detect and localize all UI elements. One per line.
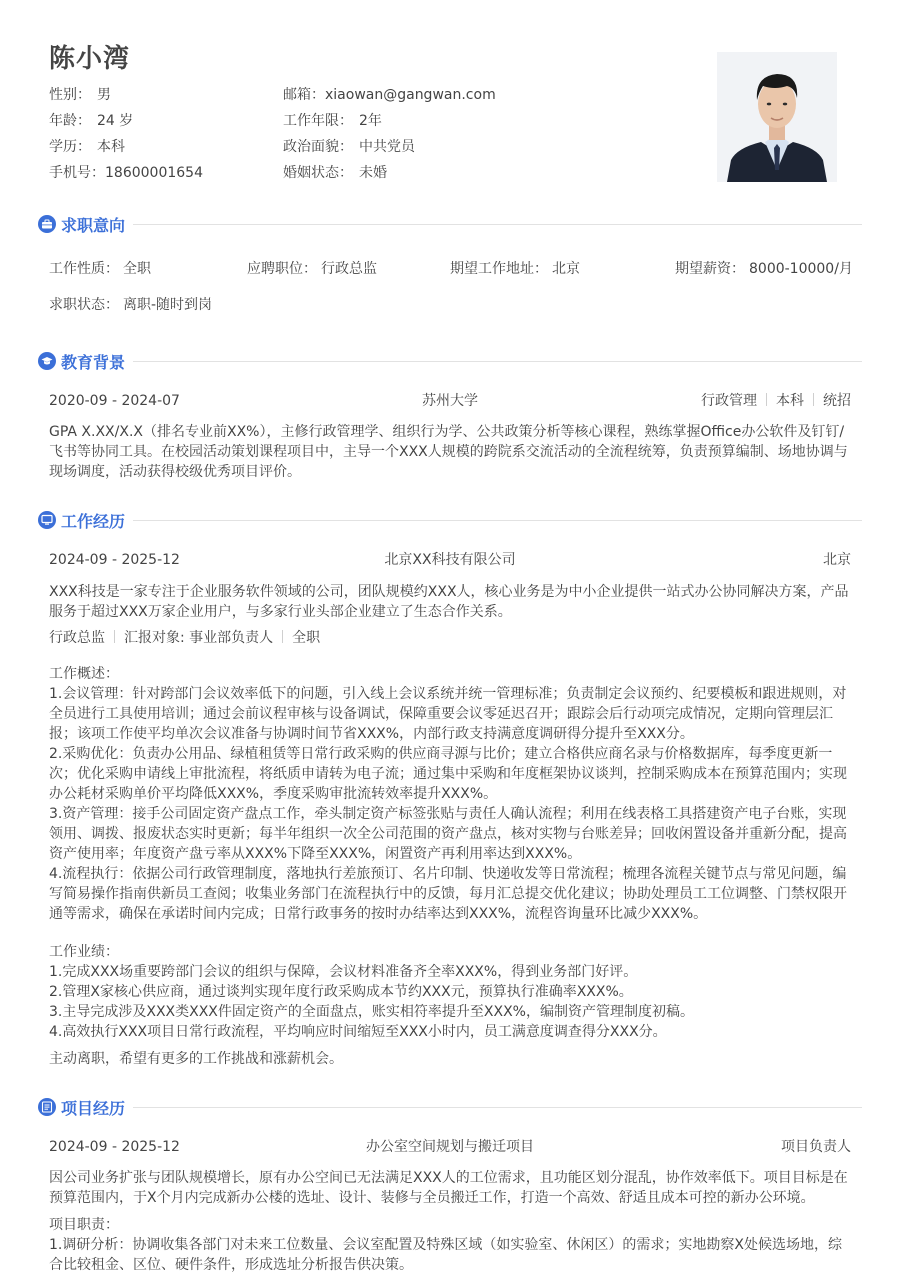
project-role: 项目负责人: [781, 1139, 851, 1155]
project-period: 2024-09 - 2025-12: [49, 1139, 180, 1155]
overview-item: 2.采购优化：负责办公用品、绿植租赁等日常行政采购的供应商寻源与比价；建立合格供应商名录与价格数据库，每季度更新一次；优化采购申请线上审批流程，将纸质申请转为电子流；通过集中采购和年度框架协议谈判，控制采购成本在预算范围内；实现办公耗材采购单价平均降低XXX%，季度采购审批流转效率提升XXX%。: [49, 746, 847, 802]
marital-row: [283, 163, 387, 183]
divider: [813, 393, 814, 406]
years-value: 2年: [359, 113, 382, 129]
edu-value: 本科: [97, 139, 125, 155]
achievement-item: 1.完成XXX场重要跨部门会议的组织与保障，会议材料准备齐全率XXX%，得到业务部门好评。: [49, 964, 638, 980]
section-title: 求职意向: [61, 216, 126, 235]
work-jobtype: 全职: [292, 630, 321, 646]
section-header-project: [38, 1095, 862, 1119]
section-divider: [133, 361, 862, 362]
email-label: 邮箱：: [283, 87, 325, 103]
edu-label: 学历：: [49, 139, 91, 155]
monitor-icon: [38, 511, 56, 529]
overview-item: 3.资产管理：接手公司固定资产盘点工作，牵头制定资产标签张贴与责任人确认流程；利用在线表格工具搭建资产电子台账，实现领用、调拨、报废状态实时更新；每半年组织一次全公司范围的资产盘点，核对实物与台账差异；回收闲置设备并重新分配，提高资产使用率；年度资产盘亏率从XXX%下降至XXX%，闲置资产再利用率达到XXX%。: [49, 806, 847, 862]
intent-salary-label: 期望薪资：: [675, 261, 745, 277]
achievements-label: 工作业绩：: [49, 944, 119, 960]
gender-row: [49, 85, 111, 105]
overview-item: 4.流程执行：依据公司行政管理制度，落地执行差旅预订、名片印制、快递收发等日常流程；梳理各流程关键节点与常见问题，编写简易操作指南供新员工查阅；收集业务部门在流程执行中的反馈，每月汇总提交优化建议；协助处理员工工位调整、门禁权限开通等需求，确保在承诺时间内完成；日常行政事务的按时办结率达到XXX%，流程咨询量环比减少XXX%。: [49, 866, 847, 922]
education-period: 2020-09 - 2024-07: [49, 393, 180, 409]
briefcase-icon: [38, 215, 56, 233]
intent-status-label: 求职状态：: [49, 297, 119, 313]
education-meta: [701, 391, 851, 411]
section-header-work: [38, 508, 862, 532]
work-overview: [49, 664, 854, 924]
gender-value: 男: [97, 87, 111, 103]
project-name: 办公室空间规划与搬迁项目: [366, 1139, 534, 1155]
intent-type-label: 工作性质：: [49, 261, 119, 277]
education-level-row: [49, 137, 125, 157]
portrait-icon: [717, 52, 837, 182]
avatar: [717, 52, 837, 182]
email-row: [283, 85, 496, 105]
overview-label: 工作概述：: [49, 666, 119, 682]
leave-reason: 主动离职，希望有更多的工作挑战和涨薪机会。: [49, 1051, 343, 1067]
section-divider: [133, 1107, 862, 1108]
intent-type-value: 全职: [123, 261, 151, 277]
divider: [114, 630, 115, 643]
work-report: 汇报对象: 事业部负责人: [124, 630, 274, 646]
phone-label: 手机号：: [49, 165, 105, 181]
intent-location: [450, 259, 580, 279]
political-value: 中共党员: [359, 139, 415, 155]
education-school: 苏州大学: [422, 393, 478, 409]
section-header-intent: [38, 212, 862, 236]
work-company: 北京XX科技有限公司: [384, 552, 516, 568]
duty-item: 1.调研分析：协调收集各部门对未来工位数量、会议室配置及特殊区域（如实验室、休闲区）的需求；实地勘察X处候选场地，综合比较租金、区位、硬件条件，形成选址分析报告供决策。: [49, 1237, 842, 1273]
phone-row: [49, 163, 203, 183]
list-icon: [38, 1098, 56, 1116]
intent-location-label: 期望工作地址：: [450, 261, 548, 277]
work-role: 行政总监: [49, 630, 105, 646]
marital-value: 未婚: [359, 165, 387, 181]
political-label: 政治面貌：: [283, 139, 353, 155]
duties-label: 项目职责：: [49, 1217, 119, 1233]
section-title: 教育背景: [61, 353, 126, 372]
intent-position: [247, 259, 377, 279]
project-description: 因公司业务扩张与团队规模增长，原有办公空间已无法满足XXX人的工位需求，且功能区划分混乱，协作效率低下。项目目标是在预算范围内，于X个月内完成新办公楼的选址、设计、装修与全员搬迁工作，打造一个高效、舒适且成本可控的新办公环境。: [49, 1170, 848, 1206]
education-major: 行政管理: [701, 393, 757, 409]
marital-label: 婚姻状态：: [283, 165, 353, 181]
education-mode: 统招: [823, 393, 851, 409]
achievement-item: 3.主导完成涉及XXX类XXX件固定资产的全面盘点，账实相符率提升至XXX%，编制资产管理制度初稿。: [49, 1004, 694, 1020]
divider: [766, 393, 767, 406]
education-degree: 本科: [776, 393, 804, 409]
section-title: 工作经历: [61, 512, 126, 531]
age-value: 24 岁: [97, 113, 134, 129]
project-duties: [49, 1215, 854, 1275]
political-row: [283, 137, 415, 157]
years-row: [283, 111, 382, 131]
phone-value: 18600001654: [105, 165, 203, 181]
graduation-cap-icon: [38, 352, 56, 370]
intent-type: [49, 259, 151, 279]
section-header-education: [38, 349, 862, 373]
intent-position-value: 行政总监: [321, 261, 377, 277]
gender-label: 性别：: [49, 87, 91, 103]
divider: [282, 630, 283, 643]
intent-position-label: 应聘职位：: [247, 261, 317, 277]
work-city: 北京: [823, 552, 851, 568]
age-row: [49, 111, 133, 131]
intent-status-value: 离职-随时到岗: [123, 297, 213, 313]
work-period: 2024-09 - 2025-12: [49, 552, 180, 568]
intent-salary: [675, 259, 853, 279]
work-company-description: XXX科技是一家专注于企业服务软件领域的公司，团队规模约XXX人，核心业务是为中小企业提供一站式办公协同解决方案，产品服务于超过XXX万家企业用户，与多家行业头部企业建立了生态合作关系。: [49, 584, 849, 620]
section-divider: [133, 224, 862, 225]
age-label: 年龄：: [49, 113, 91, 129]
overview-item: 1.会议管理：针对跨部门会议效率低下的问题，引入线上会议系统并统一管理标准；负责制定会议预约、纪要模板和跟进规则，对全员进行工具使用培训；通过会前议程审核与设备调试，保障重要会议零延迟召开；跟踪会后行动项完成情况，定期向管理层汇报；该项工作使平均单次会议准备与协调时间节省XXX%，内部行政支持满意度调研得分提升至XXX分。: [49, 686, 847, 742]
work-achievements: [49, 942, 854, 1042]
education-description: GPA X.XX/X.X（排名专业前XX%），主修行政管理学、组织行为学、公共政策分析等核心课程，熟练掌握Office办公软件及钉钉/飞书等协同工具。在校园活动策划课程项目中，主导一个XXX人规模的跨院系交流活动的全流程统筹，负责预算编制、场地协调与现场调度，活动获得校级优秀项目评价。: [49, 424, 848, 480]
section-divider: [133, 520, 862, 521]
intent-status: [49, 295, 212, 315]
candidate-name: 陈小湾: [49, 44, 131, 74]
email-value: xiaowan@gangwan.com: [325, 87, 496, 103]
intent-salary-value: 8000-10000/月: [749, 261, 853, 277]
intent-location-value: 北京: [552, 261, 580, 277]
years-label: 工作年限：: [283, 113, 353, 129]
achievement-item: 4.高效执行XXX项目日常行政流程，平均响应时间缩短至XXX小时内，员工满意度调查得分XXX分。: [49, 1024, 667, 1040]
section-title: 项目经历: [61, 1099, 126, 1118]
achievement-item: 2.管理X家核心供应商，通过谈判实现年度行政采购成本节约XXX元，预算执行准确率XXX%。: [49, 984, 633, 1000]
work-role-meta: [49, 628, 320, 648]
